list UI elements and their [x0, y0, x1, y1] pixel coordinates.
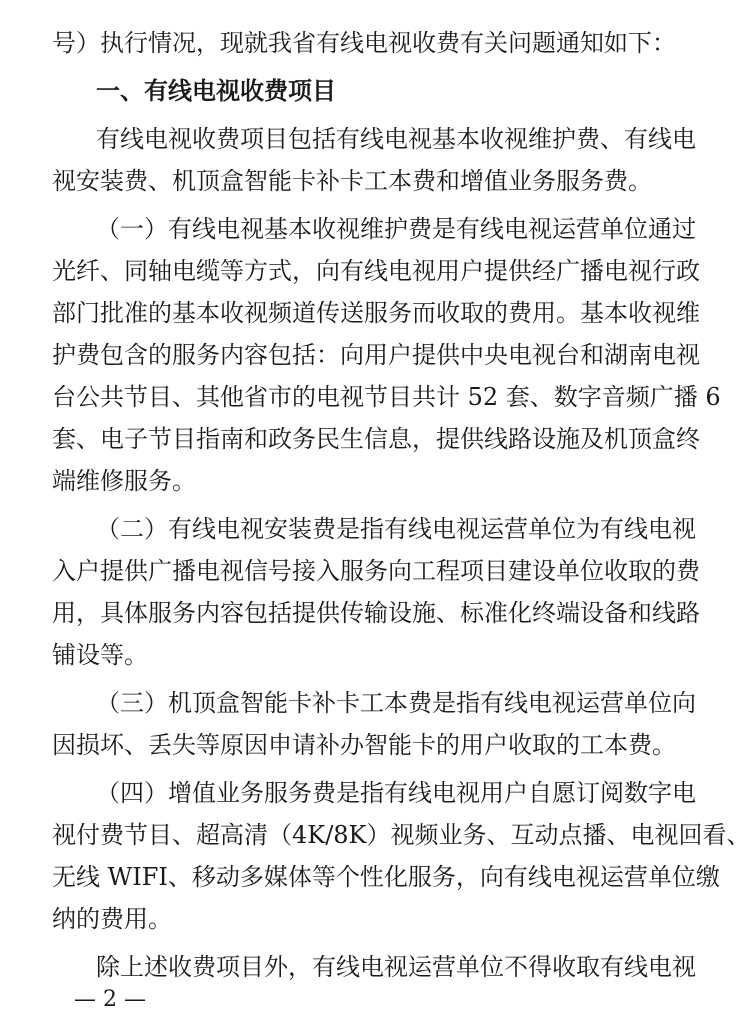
item-1-line: 端维修服务。: [52, 467, 196, 495]
text-line-continuation: 号）执行情况，现就我省有线电视收费有关问题通知如下：: [52, 29, 676, 57]
item-3-line: 因损坏、丢失等原因申请补办智能卡的用户收取的工本费。: [52, 731, 676, 759]
paragraph-line: 除上述收费项目外，有线电视运营单位不得收取有线电视: [96, 953, 696, 981]
item-2-line: 铺设等。: [52, 641, 148, 669]
page-number: — 2 —: [74, 987, 146, 1012]
item-1-line: 光纤、同轴电缆等方式，向有线电视用户提供经广播电视行政: [52, 257, 700, 285]
item-4-line: 无线 WIFI、移动多媒体等个性化服务，向有线电视运营单位缴: [52, 863, 720, 891]
paragraph-line: 有线电视收费项目包括有线电视基本收视维护费、有线电: [96, 125, 696, 153]
item-4-line: 视付费节目、超高清（4K/8K）视频业务、互动点播、电视回看、: [52, 821, 750, 849]
item-2-line: （二）有线电视安装费是指有线电视运营单位为有线电视: [96, 515, 696, 543]
item-2-line: 入户提供广播电视信号接入服务向工程项目建设单位收取的费: [52, 557, 700, 585]
item-4-line: 纳的费用。: [52, 905, 172, 933]
item-1-line: 套、电子节目指南和政务民生信息，提供线路设施及机顶盒终: [52, 425, 700, 453]
item-1-line: （一）有线电视基本收视维护费是有线电视运营单位通过: [96, 215, 696, 243]
item-2-line: 用，具体服务内容包括提供传输设施、标准化终端设备和线路: [52, 599, 700, 627]
item-1-line: 护费包含的服务内容包括：向用户提供中央电视台和湖南电视: [52, 341, 700, 369]
paragraph-line: 视安装费、机顶盒智能卡补卡工本费和增值业务服务费。: [52, 167, 652, 195]
item-1-line: 部门批准的基本收视频道传送服务而收取的费用。基本收视维: [52, 299, 700, 327]
item-3-line: （三）机顶盒智能卡补卡工本费是指有线电视运营单位向: [96, 689, 696, 717]
item-1-line: 台公共节目、其他省市的电视节目共计 52 套、数字音频广播 6: [52, 383, 721, 411]
section-heading: 一、有线电视收费项目: [96, 77, 336, 105]
item-4-line: （四）增值业务服务费是指有线电视用户自愿订阅数字电: [96, 779, 696, 807]
